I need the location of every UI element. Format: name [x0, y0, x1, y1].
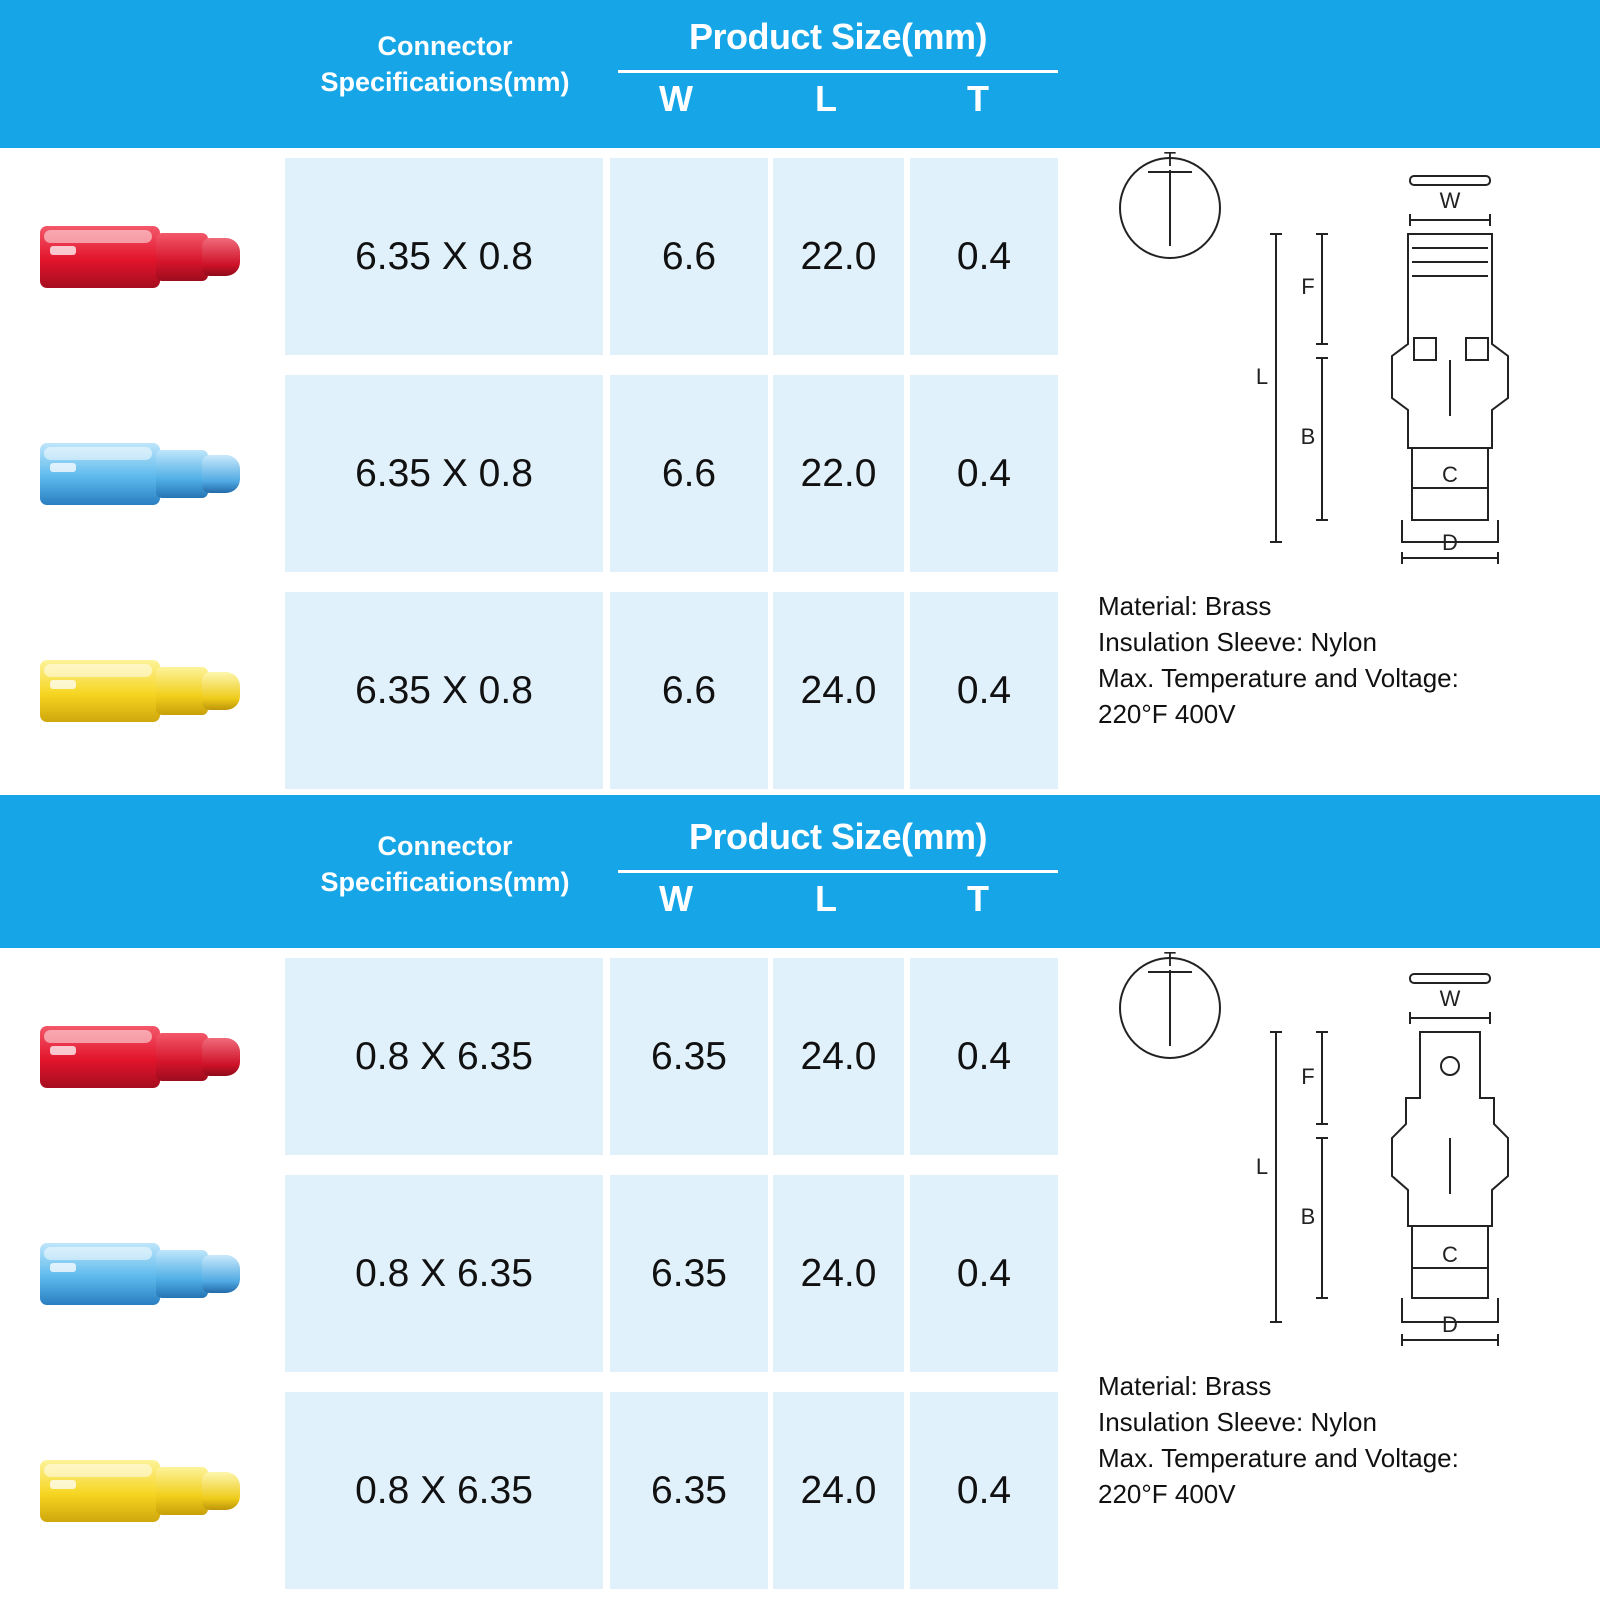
svg-text:T: T — [1163, 949, 1177, 971]
connector-image-red — [30, 1000, 265, 1115]
svg-text:D: D — [1442, 1312, 1458, 1337]
cell-t: 0.4 — [910, 958, 1058, 1155]
cell-spec: 6.35 X 0.8 — [285, 158, 603, 355]
cell-t: 0.4 — [910, 1392, 1058, 1589]
connector-image-red — [30, 200, 265, 315]
cell-l: 22.0 — [773, 158, 904, 355]
cell-t: 0.4 — [910, 1175, 1058, 1372]
svg-text:F: F — [1301, 274, 1315, 299]
connector-image-blue — [30, 417, 265, 532]
dimension-diagram-icon — [1090, 148, 1600, 588]
cell-spec: 0.8 X 6.35 — [285, 1392, 603, 1589]
svg-text:T: T — [1163, 149, 1177, 171]
header-col-w-2: W — [659, 878, 693, 919]
svg-text:C: C — [1442, 462, 1458, 487]
cell-w: 6.6 — [610, 158, 768, 355]
cell-l: 24.0 — [773, 958, 904, 1155]
svg-text:B: B — [1300, 1204, 1316, 1229]
note-insulation: Insulation Sleeve: Nylon — [1098, 627, 1377, 657]
cell-spec: 0.8 X 6.35 — [285, 958, 603, 1155]
table-rows-1 — [0, 148, 1600, 800]
header-rule-1 — [618, 70, 1058, 73]
note-temp-voltage-label: Max. Temperature and Voltage: — [1098, 663, 1459, 693]
notes-1 — [1098, 588, 1459, 732]
note-material: Material: Brass — [1098, 591, 1272, 621]
header-col-l-2: L — [815, 878, 837, 919]
header-col-t-1: T — [967, 78, 989, 119]
technical-drawing-1 — [1090, 148, 1600, 800]
header-col-l-1: L — [815, 78, 837, 119]
header-connector-line2: Specifications(mm) — [320, 867, 570, 897]
cell-spec: 6.35 X 0.8 — [285, 375, 603, 572]
spec-block-2 — [0, 800, 1600, 1600]
header-product-size-2: Product Size(mm) — [688, 816, 988, 857]
header-connector-line2: Specifications(mm) — [320, 67, 570, 97]
header-connector-line1: Connector — [377, 31, 513, 61]
header-product-size-1: Product Size(mm) — [688, 16, 988, 57]
table-header-1 — [0, 0, 1600, 148]
header-rule-2 — [618, 870, 1058, 873]
svg-text:B: B — [1300, 424, 1316, 449]
cell-w: 6.6 — [610, 375, 768, 572]
dimension-diagram-icon — [1090, 948, 1600, 1368]
cell-l: 22.0 — [773, 375, 904, 572]
cell-w: 6.35 — [610, 958, 768, 1155]
cell-spec: 0.8 X 6.35 — [285, 1175, 603, 1372]
header-connector-spec-1 — [290, 28, 600, 100]
note-temp-voltage-label: Max. Temperature and Voltage: — [1098, 1443, 1459, 1473]
cell-w: 6.35 — [610, 1175, 768, 1372]
cell-w: 6.35 — [610, 1392, 768, 1589]
cell-l: 24.0 — [773, 1175, 904, 1372]
notes-2 — [1098, 1368, 1459, 1512]
note-temp-voltage-value: 220°F 400V — [1098, 699, 1236, 729]
header-col-w-1: W — [659, 78, 693, 119]
cell-t: 0.4 — [910, 375, 1058, 572]
header-connector-spec-2 — [290, 828, 600, 900]
svg-text:W: W — [1439, 188, 1461, 213]
header-connector-line1: Connector — [377, 831, 513, 861]
connector-image-blue — [30, 1217, 265, 1332]
note-insulation: Insulation Sleeve: Nylon — [1098, 1407, 1377, 1437]
technical-drawing-2 — [1090, 948, 1600, 1600]
connector-image-yellow — [30, 634, 265, 749]
svg-text:L: L — [1255, 1154, 1269, 1179]
table-rows-2 — [0, 948, 1600, 1600]
note-temp-voltage-value: 220°F 400V — [1098, 1479, 1236, 1509]
svg-text:L: L — [1255, 364, 1269, 389]
cell-l: 24.0 — [773, 1392, 904, 1589]
svg-text:W: W — [1439, 986, 1461, 1011]
cell-spec: 6.35 X 0.8 — [285, 592, 603, 789]
svg-text:F: F — [1301, 1064, 1315, 1089]
cell-t: 0.4 — [910, 592, 1058, 789]
cell-l: 24.0 — [773, 592, 904, 789]
cell-w: 6.6 — [610, 592, 768, 789]
cell-t: 0.4 — [910, 158, 1058, 355]
svg-text:D: D — [1442, 530, 1458, 555]
header-col-t-2: T — [967, 878, 989, 919]
table-header-2 — [0, 800, 1600, 948]
connector-image-yellow — [30, 1434, 265, 1549]
note-material: Material: Brass — [1098, 1371, 1272, 1401]
svg-text:C: C — [1442, 1242, 1458, 1267]
